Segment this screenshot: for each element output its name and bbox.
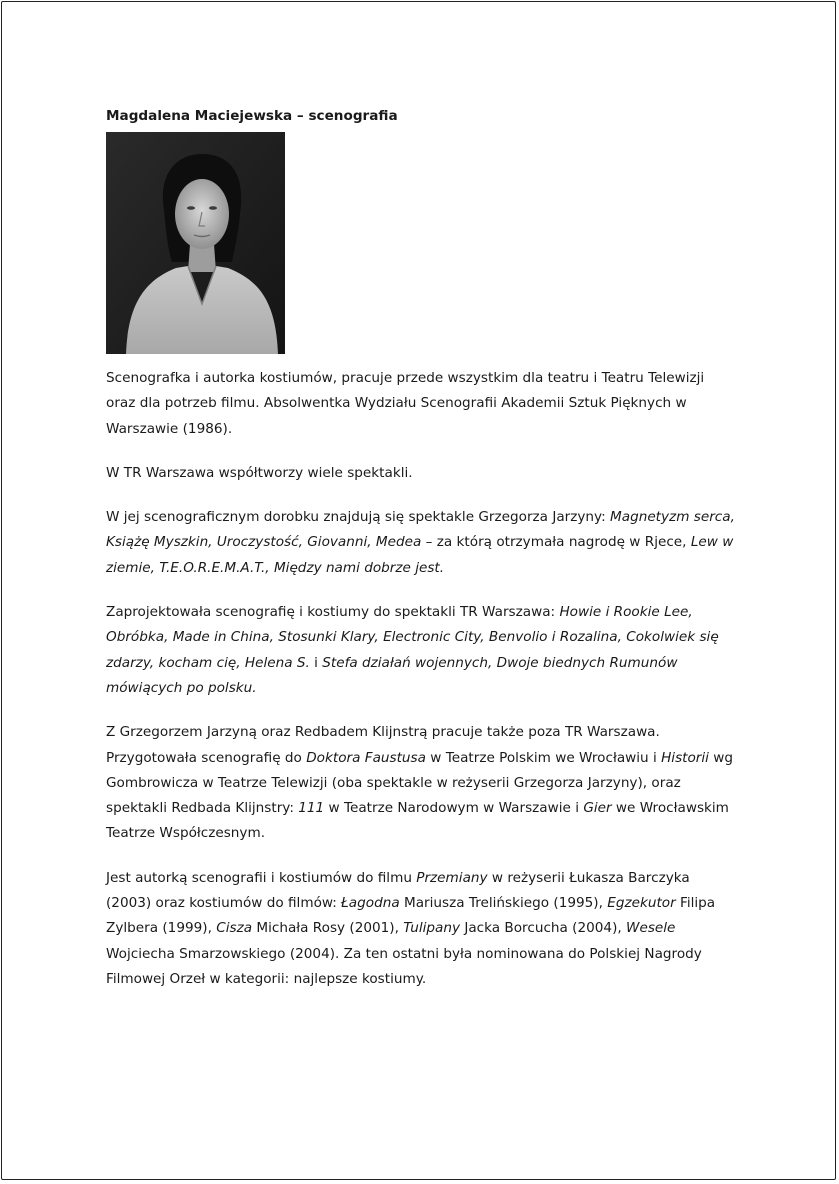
text-run: w Teatrze Narodowym w Warszawie i: [324, 800, 584, 817]
italic-title: Cisza: [216, 920, 253, 937]
paragraph: [106, 366, 736, 442]
italic-title: Przemiany: [416, 869, 488, 886]
italic-title: Magnetyzm serca, Książę Myszkin, Uroczystość, Giovanni, Medea: [106, 509, 735, 551]
italic-title: Łagodna: [341, 895, 400, 912]
italic-title: Howie i Rookie Lee, Obróbka, Made in China, Stosunki Klary, Electronic City, Benvolio i Rozalina, Cokolwiek się zdarzy, kocham cię, Helena S.: [106, 604, 719, 671]
text-run: Filipa Zylbera (1999),: [106, 895, 716, 937]
italic-title: Historii: [661, 749, 709, 766]
paragraph: [106, 461, 736, 486]
italic-title: Egzekutor: [607, 895, 676, 912]
text-run: w Teatrze Polskim we Wrocławiu i: [425, 749, 662, 766]
italic-title: 111: [298, 800, 325, 817]
text-run: i: [309, 654, 323, 671]
text-run: w reżyserii Łukasza Barczyka (2003) oraz kostiumów do filmów:: [106, 869, 690, 912]
text-run: Wojciecha Smarzowskiego (2004). Za ten ostatni była nominowana do Polskiej Nagrody Filmowej Orzeł w kategorii: najlepsze kostiumy.: [106, 945, 702, 987]
text-run: Z Grzegorzem Jarzyną oraz Redbadem Klijnstrą pracuje także poza TR Warszawa. Przygotowała scenografię do: [106, 724, 660, 766]
text-run: Mariusza Trelińskiego (1995),: [399, 895, 608, 912]
document-heading: Magdalena Maciejewska – scenografia: [106, 108, 398, 124]
paragraph: [106, 505, 736, 581]
text-run: Michała Rosy (2001),: [252, 920, 404, 937]
document-page: [1, 1, 836, 1180]
body-text: [106, 366, 736, 992]
text-run: – za którą otrzymała nagrodę w Rjece,: [421, 534, 691, 551]
paragraph: [106, 600, 736, 701]
italic-title: Lew w ziemie, T.E.O.R.E.M.A.T., Między nami dobrze jest.: [106, 534, 734, 576]
paragraph: [106, 720, 736, 846]
paragraph: [106, 866, 736, 992]
text-run: wg Gombrowicza w Teatrze Telewizji (oba spektakle w reżyserii Grzegorza Jarzyny), oraz spektakli Redbada Klijnstry:: [106, 749, 734, 817]
italic-title: Gier: [583, 800, 612, 817]
italic-title: Tulipany: [403, 920, 460, 937]
text-run: we Wrocławskim Teatrze Współczesnym.: [106, 800, 729, 842]
italic-title: Stefa działań wojennych, Dwoje biednych Rumunów mówiących po polsku.: [106, 654, 678, 696]
portrait-photo: [106, 132, 285, 354]
text-run: W TR Warszawa współtworzy wiele spektakli.: [106, 464, 413, 481]
document-content: [106, 106, 736, 1011]
text-run: Zaprojektowała scenografię i kostiumy do spektakli TR Warszawa:: [106, 604, 560, 621]
text-run: Jacka Borcucha (2004),: [460, 920, 627, 937]
text-run: Jest autorką scenografii i kostiumów do filmu: [106, 869, 417, 886]
text-run: Scenografka i autorka kostiumów, pracuje przede wszystkim dla teatru i Teatru Telewizji oraz dla potrzeb filmu. Absolwentka Wydziału Scenografii Akademii Sztuk Pięknych w Warszawie (1986).: [106, 370, 705, 437]
italic-title: Doktora Faustusa: [306, 749, 426, 766]
text-run: W jej scenograficznym dorobku znajdują się spektakle Grzegorza Jarzyny:: [106, 509, 611, 526]
italic-title: Wesele: [626, 920, 676, 937]
